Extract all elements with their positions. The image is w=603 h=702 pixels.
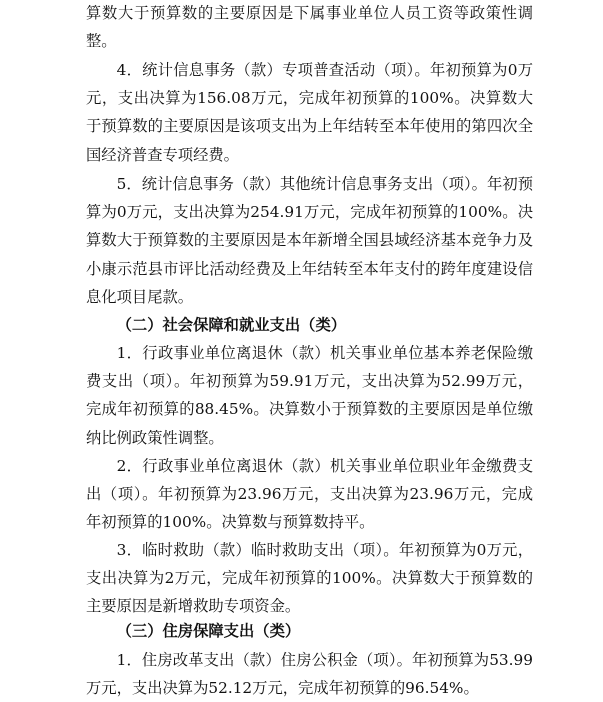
- section-heading-housing: （三）住房保障支出（类）: [116, 622, 301, 640]
- paragraph-item-3-social: 3．临时救助（款）临时救助支出（项）。年初预算为0万元，支出决算为2万元，完成年初预算的100%。决算数大于预算数的主要原因是新增救助专项资金。: [86, 541, 533, 616]
- section-heading-social-security: （二）社会保障和就业支出（类）: [116, 316, 347, 334]
- paragraph-item-5: 5．统计信息事务（款）其他统计信息事务支出（项）。年初预算为0万元，支出决算为254.91万元，完成年初预算的100%。决算数大于预算数的主要原因是本年新增全国县域经济基本竞争力及小康示范县市评比活动经费及上年结转至本年支付的跨年度建设信息化项目尾款。: [86, 175, 533, 306]
- paragraph-continuation: 算数大于预算数的主要原因是下属事业单位人员工资等政策性调整。: [86, 4, 533, 51]
- paragraph-item-2-social: 2．行政事业单位离退休（款）机关事业单位职业年金缴费支出（项）。年初预算为23.96万元，支出决算为23.96万元，完成年初预算的100%。决算数与预算数持平。: [86, 457, 533, 532]
- paragraph-item-4: 4．统计信息事务（款）专项普查活动（项）。年初预算为0万元，支出决算为156.08万元，完成年初预算的100%。决算数大于预算数的主要原因是该项支出为上年结转至本年使用的第四次全国经济普查专项经费。: [86, 61, 533, 164]
- paragraph-item-1-housing: 1．住房改革支出（款）住房公积金（项）。年初预算为53.99万元，支出决算为52.12万元，完成年初预算的96.54%。: [86, 651, 533, 698]
- paragraph-item-1-social: 1．行政事业单位离退休（款）机关事业单位基本养老保险缴费支出（项）。年初预算为59.91万元，支出决算为52.99万元，完成年初预算的88.45%。决算数小于预算数的主要原因是单位缴纳比例政策性调整。: [86, 344, 533, 447]
